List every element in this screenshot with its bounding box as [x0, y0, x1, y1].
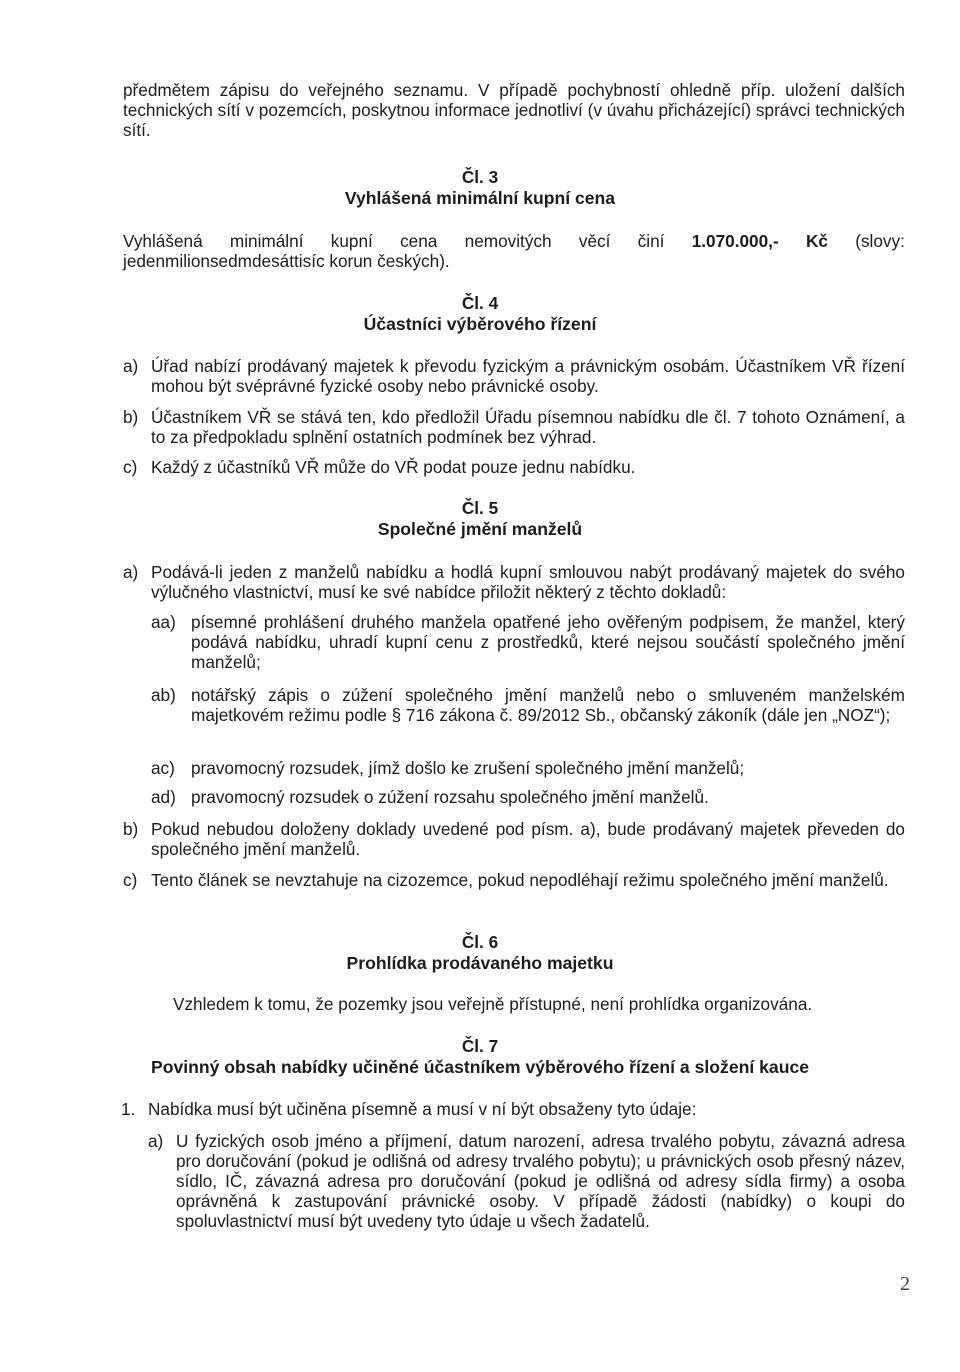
section-6-title: Prohlídka prodávaného majetku — [346, 953, 614, 973]
section-6-text: Vzhledem k tomu, že pozemky jsou veřejně přístupné, není prohlídka organizována. — [173, 994, 813, 1014]
sublist-item: pravomocný rozsudek, jímž došlo ke zrušení společného jmění manželů; — [191, 758, 745, 778]
price-word: věcí — [578, 231, 611, 251]
numbered-item: Nabídka musí být učiněna písemně a musí v ní být obsaženy tyto údaje: — [148, 1099, 697, 1119]
section-7-title: Povinný obsah nabídky učiněné účastníkem výběrového řízení a složení kauce — [150, 1057, 810, 1077]
list-label: b) — [123, 819, 139, 839]
list-label: a) — [123, 356, 139, 376]
price-word: činí — [637, 231, 665, 251]
sublist-item: notářský zápis o zúžení společného jmění manželů nebo o smluveném manželském majetkovém režimu podle § 716 zákona č. 89/2012 Sb., občanský zákoník (dále jen „NOZ“); — [191, 685, 905, 725]
list-item: Podává-li jeden z manželů nabídku a hodlá kupní smlouvou nabýt prodávaný majetek do svého výlučného vlastnictví, musí ke své nabídce přiložit některý z těchto dokladů: — [151, 562, 905, 602]
price-word: kupní — [330, 231, 373, 251]
section-3-number: Čl. 3 — [461, 167, 499, 187]
list-label: c) — [123, 870, 138, 890]
intro-paragraph: předmětem zápisu do veřejného seznamu. V případě pochybností ohledně příp. uložení dalších technických sítí v pozemcích, poskytnou informace jednotliví (v úvahu přicházející) správci technických sítí. — [123, 80, 905, 140]
section-3-title: Vyhlášená minimální kupní cena — [344, 188, 616, 208]
section-5-title: Společné jmění manželů — [377, 519, 583, 539]
sublist-item: pravomocný rozsudek o zúžení rozsahu společného jmění manželů. — [191, 787, 709, 807]
sublist-label: ab) — [151, 685, 176, 705]
sublist-label: ad) — [151, 787, 176, 807]
price-word: minimální — [229, 231, 304, 251]
list-item: Úřad nabízí prodávaný majetek k převodu fyzickým a právnickým osobám. Účastníkem VŘ řízení mohou být svéprávné fyzické osoby nebo právnické osoby. — [151, 356, 905, 396]
section-7-number: Čl. 7 — [461, 1036, 499, 1056]
section-6-number: Čl. 6 — [461, 932, 499, 952]
price-line — [123, 231, 905, 251]
section-4-number: Čl. 4 — [461, 293, 499, 313]
price-currency: Kč — [805, 231, 828, 251]
section-5-number: Čl. 5 — [461, 498, 499, 518]
list-label: a) — [148, 1131, 164, 1151]
price-value: 1.070.000,- — [691, 231, 779, 251]
list-item: Pokud nebudou doloženy doklady uvedené pod písm. a), bude prodávaný majetek převeden do společného jmění manželů. — [151, 819, 905, 859]
list-item: Tento článek se nevztahuje na cizozemce, pokud nepodléhají režimu společného jmění manželů. — [151, 870, 889, 890]
list-label: c) — [123, 457, 138, 477]
price-slovy: (slovy: — [855, 231, 905, 251]
sublist-label: ac) — [151, 758, 175, 778]
list-label: b) — [123, 407, 139, 427]
page-number: 2 — [900, 1273, 910, 1295]
sublist-label: aa) — [151, 612, 176, 632]
list-label: a) — [123, 562, 139, 582]
list-item: U fyzických osob jméno a příjmení, datum narození, adresa trvalého pobytu, závazná adresa pro doručování (pokud je odlišná od adresy trvalého pobytu); u právnických osob přesný název, sídlo, IČ, závazná adresa pro doručování (pokud je odlišná od adresy sídla firmy) a osoba oprávněná k zastupování právnické osoby. V případě žádosti (nabídky) o koupi do spoluvlastnictví musí být uvedeny tyto údaje u všech žadatelů. — [176, 1131, 905, 1231]
price-word: cena — [400, 231, 438, 251]
list-item: Účastníkem VŘ se stává ten, kdo předložil Úřadu písemnou nabídku dle čl. 7 tohoto Oznámení, a to za předpokladu splnění ostatních podmínek bez výhrad. — [151, 407, 905, 447]
section-4-title: Účastníci výběrového řízení — [363, 314, 597, 334]
list-item: Každý z účastníků VŘ může do VŘ podat pouze jednu nabídku. — [151, 457, 636, 477]
sublist-item: písemné prohlášení druhého manžela opatřené jeho ověřeným podpisem, že manžel, který podává nabídku, uhradí kupní cenu z prostředků, které nejsou součástí společného jmění manželů; — [191, 612, 905, 672]
price-in-words: jedenmilionsedmdesáttisíc korun českých). — [123, 251, 450, 271]
price-word: Vyhlášená — [123, 231, 203, 251]
price-word: nemovitých — [464, 231, 552, 251]
numbered-label: 1. — [121, 1099, 136, 1119]
